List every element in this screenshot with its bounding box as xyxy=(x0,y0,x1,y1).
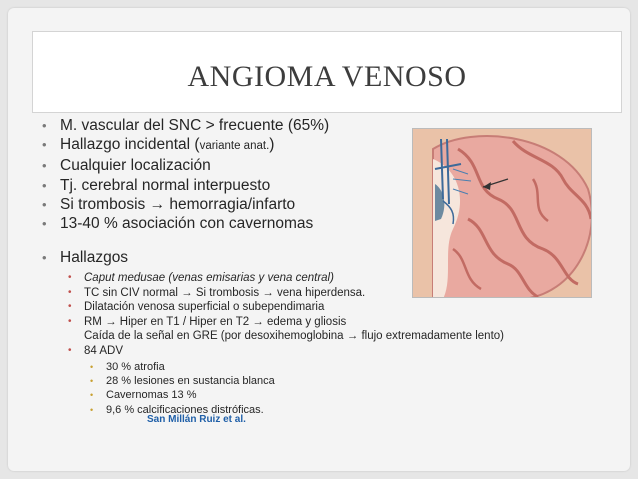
bullet-dot-icon: • xyxy=(68,315,72,327)
bullet-dot-icon: • xyxy=(90,404,94,415)
slide-title: ANGIOMA VENOSO xyxy=(187,60,467,93)
brain-illustration-svg xyxy=(413,129,592,298)
list-item: • Cualquier localización xyxy=(42,157,211,175)
bullet-dot-icon: • xyxy=(68,301,72,313)
bullet-dot-icon: • xyxy=(42,216,47,232)
bullet-dot-icon: • xyxy=(90,390,94,401)
bullet-dot-icon: • xyxy=(90,375,94,386)
bullet-dot-icon: • xyxy=(42,177,47,193)
list-item: • Tj. cerebral normal interpuesto xyxy=(42,176,271,194)
slide xyxy=(8,8,630,471)
list-item: • Cavernomas 13 % xyxy=(90,389,197,402)
citation: San Millán Ruiz et al. xyxy=(147,414,246,425)
list-item: • Caput medusae (venas emisarias y vena central) xyxy=(68,272,334,284)
title-box xyxy=(32,31,622,113)
list-item: • Dilatación venosa superficial o subependimaria xyxy=(68,301,325,314)
list-item: • RM → Hiper en T1 / Hiper en T2 → edema y gliosis Caída de la señal en GRE (por desoxihemoglobina → flujo extremadamente lento) xyxy=(68,315,504,343)
list-item: • Hallazgo incidental (variante anat.) xyxy=(42,136,275,154)
list-item: • 28 % lesiones en sustancia blanca xyxy=(90,374,275,387)
list-item: • 9,6 % calcificaciones distróficas. xyxy=(90,403,264,416)
bullet-dot-icon: • xyxy=(90,361,94,372)
bullet-dot-icon: • xyxy=(68,272,72,283)
bullet-dot-icon: • xyxy=(42,137,47,153)
bullet-dot-icon: • xyxy=(42,158,47,174)
bullet-dot-icon: • xyxy=(68,344,72,356)
bullet-dot-icon: • xyxy=(42,118,47,133)
bullet-dot-icon: • xyxy=(68,286,72,298)
list-item: • 30 % atrofia xyxy=(90,360,165,373)
list-item: • M. vascular del SNC > frecuente (65%) xyxy=(42,117,330,134)
brain-illustration xyxy=(412,128,592,298)
list-item: • 13-40 % asociación con cavernomas xyxy=(42,215,314,233)
list-item: • TC sin CIV normal → Si trombosis → vena hiperdensa. xyxy=(68,286,366,299)
bullet-dot-icon: • xyxy=(42,196,47,212)
list-item: • Hallazgos • Caput medusae (venas emisarias y vena central) • TC sin CIV normal → Si trombosis → vena hiperdensa. • Dilatación venosa superficial o subependimaria • RM → Hiper en T1 / Hiper en T2 → edema y gliosis Caída de la señal en GRE (por desoxihemoglobina → flujo extremadamente lento) • 84 ADV • 30 % atrofia • 28 % lesiones en sustancia blanca • Cavernomas 13 % • 9,6 % calcificaciones distróficas. xyxy=(42,249,504,416)
list-item: • 84 ADV • 30 % atrofia • 28 % lesiones en sustancia blanca • Cavernomas 13 % • 9,6 % calcificaciones distróficas. xyxy=(60,344,504,417)
bullet-dot-icon: • xyxy=(42,250,47,265)
list-item: • Si trombosis → hemorragia/infarto xyxy=(42,195,296,213)
adv-sublist xyxy=(84,360,504,418)
main-bullet-list xyxy=(38,116,438,233)
